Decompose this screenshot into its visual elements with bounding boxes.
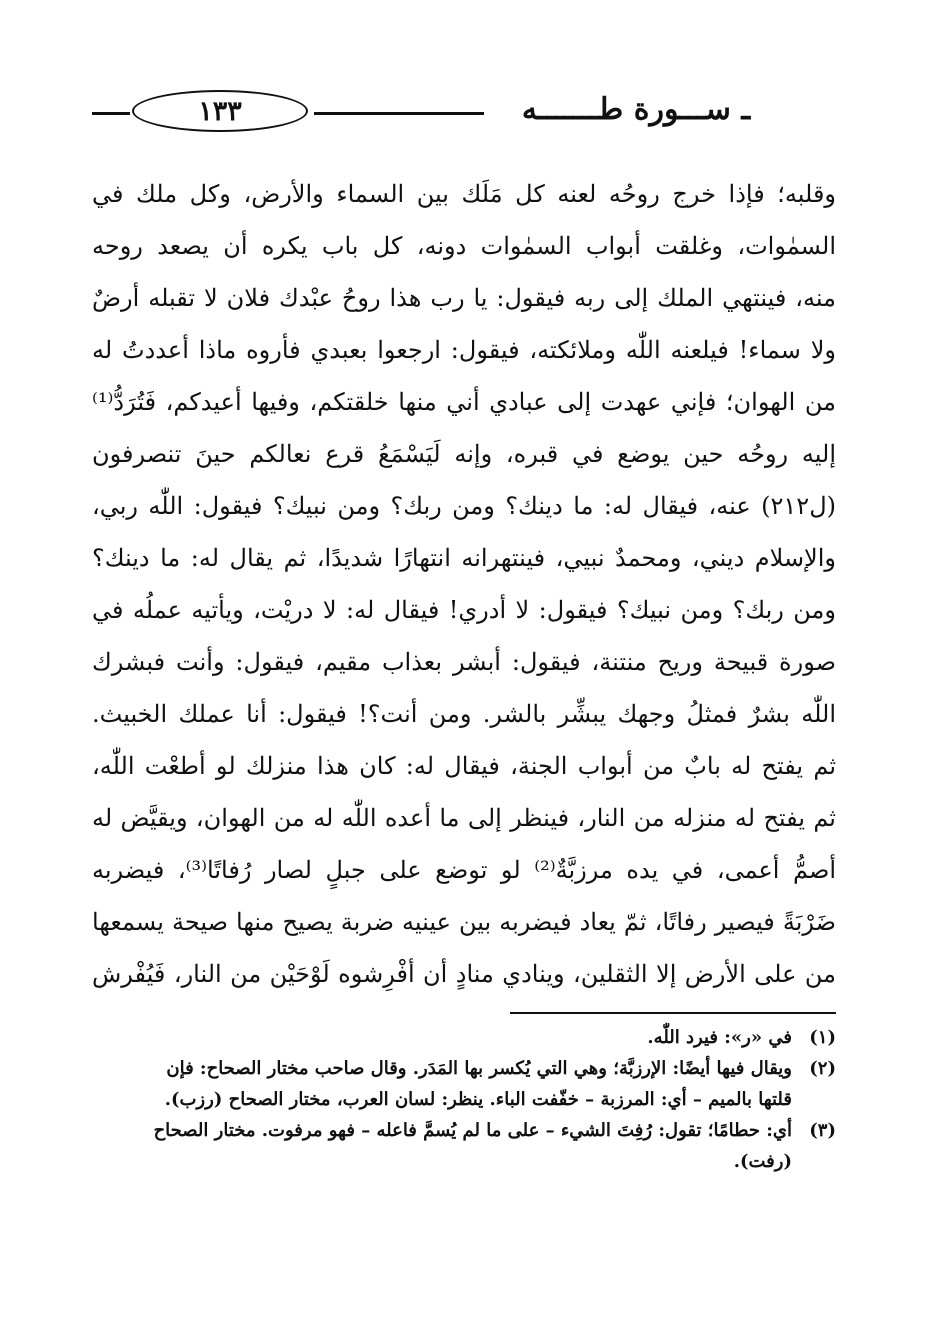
footnote-2	[92, 1053, 836, 1115]
text-line: منه، فينتهي الملك إلى ربه فيقول: يا رب هذا روحُ عبْدك فلان لا تقبله أرضٌ	[92, 284, 836, 312]
footnote-3	[92, 1115, 836, 1177]
text-line: أصمُّ أعمى، في يده مرزبَّةٌ⁽²⁾ لو توضع على جبلٍ لصار رُفاتًا⁽³⁾، فيضربه	[92, 856, 836, 884]
footnote-text	[92, 1115, 792, 1177]
text-line: إليه روحُه حين يوضع في قبره، وإنه لَيَسْمَعُ قرع نعالكم حينَ تنصرفون	[92, 440, 836, 468]
text-line: ثم يفتح له منزله من النار، فينظر إلى ما أعده اللّٰه له من الهوان، ويقيَّض له	[92, 804, 836, 832]
footnote-line: أي: حطامًا؛ تقول: رُفِتَ الشيء – على ما لم يُسمَّ فاعله – فهو مرفوت. مختار الصحاح	[153, 1120, 792, 1141]
footnote-line: في «ر»: فيرد اللّٰه.	[647, 1027, 792, 1048]
footnote-number: (٣)	[809, 1120, 836, 1141]
header-rule-left	[92, 112, 130, 115]
page-header	[92, 88, 836, 132]
header-rule-middle	[314, 112, 484, 115]
text-line: ضَرْبَةً فيصير رفاتًا، ثمّ يعاد فيضربه بين عينيه ضربة يصيح منها صيحة يسمعها	[92, 908, 836, 936]
text-line: (ل٢١٢) عنه، فيقال له: ما دينك؟ ومن ربك؟ ومن نبيك؟ فيقول: اللّٰه ربي،	[92, 492, 836, 520]
text-line: من على الأرض إلا الثقلين، وينادي منادٍ أن أفْرِشوه لَوْحَيْن من النار، فَيُفْرش	[92, 960, 836, 988]
text-line: والإسلام ديني، ومحمدٌ نبيي، فينتهرانه انتهارًا شديدًا، ثم يقال له: ما دينك؟	[92, 544, 836, 572]
footnote-separator	[510, 1012, 836, 1014]
main-text	[92, 168, 836, 1000]
text-line: من الهوان؛ فإني عهدت إلى عبادي أني منها خلقتكم، وفيها أعيدكم، فَتُرَدُّ⁽¹⁾	[92, 388, 836, 416]
surah-title: ـ ســـورة طـــــــه	[521, 92, 751, 127]
footnote-line: ويقال فيها أيضًا: الإرزبَّة؛ وهي التي يُكسر بها المَدَر. وقال صاحب مختار الصحاح: فإن	[166, 1058, 792, 1079]
text-line: ومن ربك؟ ومن نبيك؟ فيقول: لا أدري! فيقال له: لا دريْت، ويأتيه عملُه في	[92, 596, 836, 624]
page-number: ١٣٣	[132, 90, 308, 132]
footnotes	[92, 1022, 836, 1177]
footnote-text	[92, 1053, 792, 1115]
footnote-number: (٢)	[809, 1058, 836, 1079]
footnote-text	[92, 1022, 792, 1053]
footnote-line: (رفت).	[733, 1151, 792, 1172]
footnote-line: قلتها بالميم – أي: المرزبة – خفّفت الباء. ينظر: لسان العرب، مختار الصحاح (رزب).	[164, 1089, 792, 1110]
text-line: وقلبه؛ فإذا خرج روحُه لعنه كل مَلَك بين السماء والأرض، وكل ملك في	[92, 180, 836, 208]
text-line: ثم يفتح له بابٌ من أبواب الجنة، فيقال له: كان هذا منزلك لو أطعْت اللّٰه،	[92, 752, 836, 780]
text-line: اللّٰه بشرٌ فمثلُ وجهك يبشِّر بالشر. ومن أنت؟! فيقول: أنا عملك الخبيث.	[92, 700, 836, 728]
footnote-number: (١)	[809, 1027, 836, 1048]
text-line: السمٰوات، وغلقت أبواب السمٰوات دونه، كل باب يكره أن يصعد روحه	[92, 232, 836, 260]
footnote-1	[92, 1022, 836, 1053]
text-line: ولا سماء! فيلعنه اللّٰه وملائكته، فيقول: ارجعوا بعبدي فأروه ماذا أعددتُ له	[92, 336, 836, 364]
text-line: صورة قبيحة وريح منتنة، فيقول: أبشر بعذاب مقيم، فيقول: وأنت فبشرك	[92, 648, 836, 676]
